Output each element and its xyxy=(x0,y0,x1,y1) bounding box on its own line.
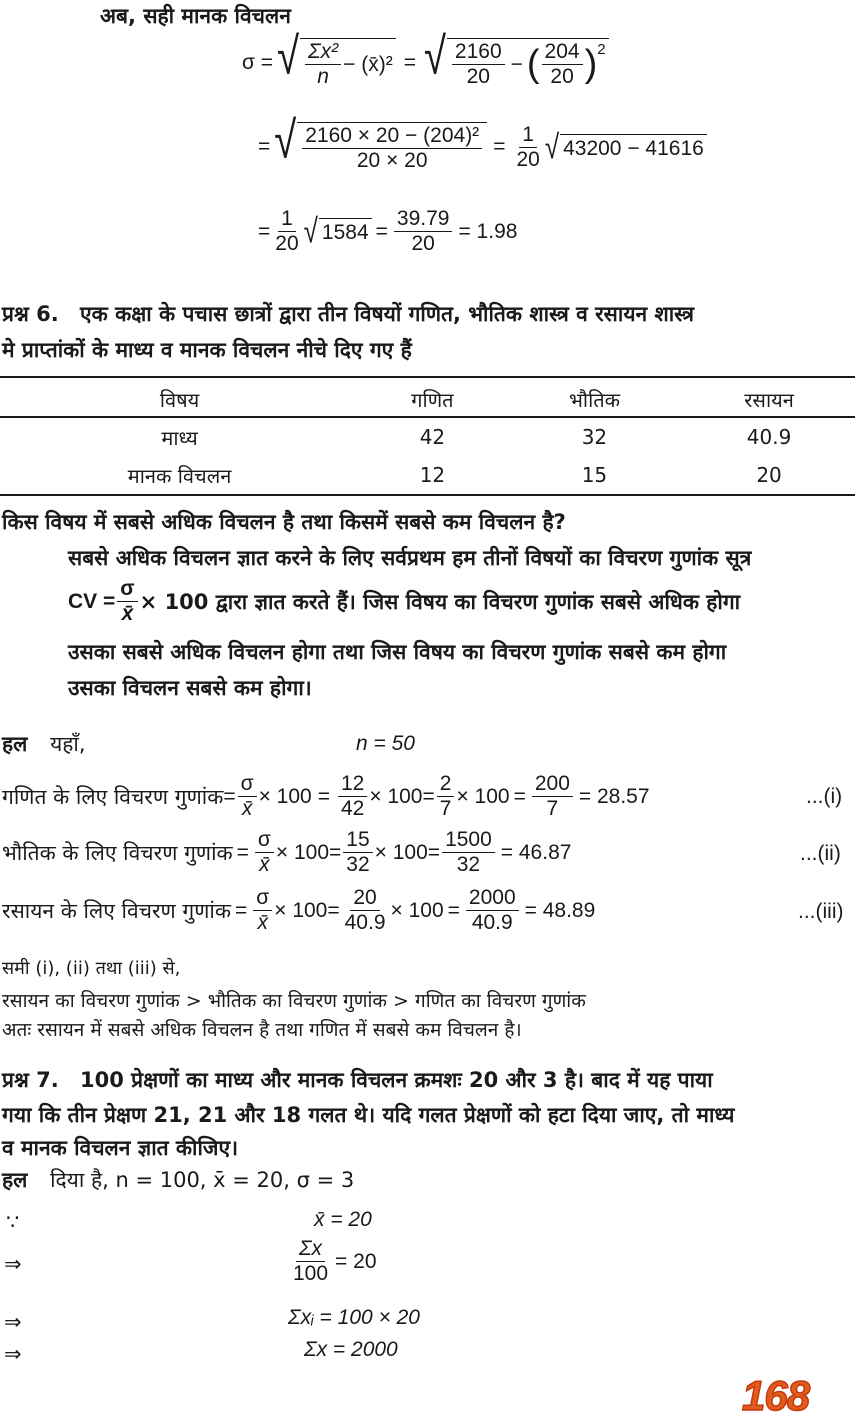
question-7-line-3: व मानक विचलन ज्ञात कीजिए। xyxy=(2,1136,239,1160)
cv-label: गणित के लिए विचरण गुणांक xyxy=(2,784,224,809)
cv-label: CV = xyxy=(68,589,116,613)
solution-7-header xyxy=(2,1166,354,1194)
frac-den: 32 xyxy=(346,853,370,877)
frac-den: 20 xyxy=(516,147,540,171)
sample-size: n = 50 xyxy=(356,732,415,755)
table-cell: 20 xyxy=(756,463,782,487)
times-100: × 100 xyxy=(390,898,444,922)
cv-result: = 48.89 xyxy=(524,898,596,922)
table-header-row xyxy=(0,380,855,418)
frac-num: σ xyxy=(238,773,257,797)
frac-den: 40.9 xyxy=(344,911,386,935)
equals: = xyxy=(327,898,340,922)
cv-chemistry-row xyxy=(2,887,595,934)
page-number: 168 xyxy=(742,1372,810,1419)
sqrt-3: √ $\frac{\text{2160 × 20 − (204)²}}{20 \times 20}$ xyxy=(274,122,487,172)
frac-den: 7 xyxy=(546,797,559,821)
times-100: × 100 xyxy=(374,840,428,864)
explanation-line-3: उसका सबसे अधिक विचलन होगा तथा जिस विषय का विचरण गुणांक सबसे कम होगा xyxy=(68,640,727,664)
conclusion-line-3: अतः रसायन में सबसे अधिक विचलन है तथा गणित में सबसे कम विचलन है। xyxy=(2,1019,522,1041)
minus: − xyxy=(510,52,523,76)
equals: = xyxy=(513,784,526,808)
frac-num: 15 xyxy=(343,829,372,853)
solution-6-header xyxy=(2,730,86,758)
table-header-cell: रसायन xyxy=(744,387,794,412)
table-cell: 32 xyxy=(581,425,608,449)
cv-label: भौतिक के लिए विचरण गुणांक xyxy=(2,840,233,865)
equals: = xyxy=(317,784,330,808)
step-2 xyxy=(288,1238,377,1285)
frac-num: 1500 xyxy=(442,829,495,853)
table-header-cell: विषय xyxy=(159,387,200,412)
times-100: × 100 xyxy=(456,784,510,808)
formula-sd-line-3 xyxy=(258,208,517,255)
explanation-line-2 xyxy=(68,578,740,625)
frac-num: Σx xyxy=(296,1238,325,1262)
step-1: x̄ = 20 xyxy=(314,1208,372,1231)
question-6-line-2: मे प्राप्तांकों के माध्य व मानक विचलन नीचे दिए गए हैं xyxy=(2,338,412,362)
times-100: × 100 xyxy=(274,898,328,922)
exponent: 2 xyxy=(597,41,606,58)
table-cell: 42 xyxy=(419,425,446,449)
table-cell: 15 xyxy=(581,463,608,487)
frac-num: 1 xyxy=(519,124,537,148)
frac-num: 12 xyxy=(338,773,367,797)
solution-label: हल xyxy=(2,1168,28,1192)
frac-num: σ xyxy=(253,887,272,911)
frac-num: 2 xyxy=(437,773,455,797)
frac-num: 1 xyxy=(278,208,296,232)
equals: = xyxy=(403,51,416,75)
times-100: × 100 xyxy=(275,840,330,864)
frac-num: 2160 × 20 − (204)² xyxy=(302,125,482,149)
intro-text: अब, सही मानक विचलन xyxy=(100,4,291,28)
formula-sd-line-1 xyxy=(242,27,609,89)
question-6-text: एक कक्षा के पचास छात्रों द्वारा तीन विषयों गणित, भौतिक शास्त्र व रसायन शास्त्र xyxy=(80,302,694,326)
frac-num: 2160 xyxy=(452,41,505,65)
explanation-line-4: उसका विचलन सबसे कम होगा। xyxy=(68,676,312,700)
implies-symbol: ⇒ xyxy=(4,1253,22,1276)
equals: = xyxy=(258,135,271,159)
cv-physics-row xyxy=(2,829,571,876)
cv-math-row xyxy=(2,773,650,820)
because-symbol: ∵ xyxy=(6,1211,20,1234)
solution-label: हल xyxy=(2,732,28,756)
question-7-line-2: गया कि तीन प्रेक्षण 21, 21 और 18 गलत थे। यदि गलत प्रेक्षणों को हटा दिया जाए, तो माध्य xyxy=(2,1103,735,1127)
frac-num: σ xyxy=(117,578,137,602)
equals: = xyxy=(422,784,435,808)
table-cell: माध्य xyxy=(161,425,198,450)
sqrt-1: √ $\frac{\text{Σx²}}{n}$ − (x̄)² xyxy=(277,38,396,88)
frac-den: 20 × 20 xyxy=(356,149,428,173)
frac-num: 204 xyxy=(542,41,583,65)
frac-den: 20 xyxy=(550,65,574,89)
conclusion-line-1: समी (i), (ii) तथा (iii) से, xyxy=(2,958,181,979)
question-7-label: प्रश्न 7. xyxy=(2,1068,59,1092)
question-7-line-1 xyxy=(2,1066,713,1094)
frac-den: 40.9 xyxy=(471,911,513,935)
frac-den: 20 xyxy=(275,232,299,256)
question-6-label: प्रश्न 6. xyxy=(2,302,59,326)
solution-here: यहाँ, xyxy=(50,732,86,756)
equals: = xyxy=(447,898,460,922)
formula-sd-line-2 xyxy=(258,111,707,173)
given-values: दिया है, n = 100, x̄ = 20, σ = 3 xyxy=(50,1168,355,1192)
radicand: 43200 − 41616 xyxy=(560,134,707,161)
frac-num: Σx² xyxy=(305,41,341,65)
equals: = xyxy=(427,840,441,864)
table-cell: मानक विचलन xyxy=(127,463,232,488)
frac-den: x̄ xyxy=(241,797,253,821)
step-3: Σxᵢ = 100 × 20 xyxy=(288,1306,420,1329)
formula-term: − (x̄)² xyxy=(343,52,393,76)
frac-num: 39.79 xyxy=(394,208,453,232)
cv-result: = 28.57 xyxy=(578,784,650,808)
table-row xyxy=(0,418,855,456)
cv-label: रसायन के लिए विचरण गुणांक xyxy=(2,898,231,923)
implies-symbol: ⇒ xyxy=(4,1343,22,1366)
question-6-ask: किस विषय में सबसे अधिक विचलन है तथा किसमें सबसे कम विचलन है? xyxy=(2,510,566,534)
question-7-text: 100 प्रेक्षणों का माध्य और मानक विचलन क्रमशः 20 और 3 है। बाद में यह पाया xyxy=(80,1068,713,1092)
frac-num: σ xyxy=(255,829,274,853)
question-6-line-1 xyxy=(2,300,694,328)
table-header-cell: गणित xyxy=(411,387,454,412)
table-header-rule xyxy=(0,416,855,418)
frac-num: 20 xyxy=(350,887,379,911)
frac-den: 32 xyxy=(456,853,481,877)
equals: = xyxy=(493,135,506,159)
ref-2: ...(ii) xyxy=(800,842,841,865)
equals: = xyxy=(234,898,248,922)
table-header-cell: भौतिक xyxy=(568,387,621,412)
implies-symbol: ⇒ xyxy=(4,1311,22,1334)
equals: = xyxy=(258,219,271,243)
times-100: × 100 xyxy=(369,784,423,808)
table-bottom-rule xyxy=(0,494,855,496)
conclusion-line-2: रसायन का विचरण गुणांक > भौतिक का विचरण गुणांक > गणित का विचरण गुणांक xyxy=(2,990,586,1012)
table-cell: 12 xyxy=(419,463,446,487)
table-cell: 40.9 xyxy=(746,425,792,449)
equals: = xyxy=(236,840,249,864)
frac-den: x̄ xyxy=(121,602,134,626)
formula-lhs: σ = xyxy=(242,51,274,75)
equals: = xyxy=(375,219,388,243)
subject-table xyxy=(0,380,855,494)
frac-num: 2000 xyxy=(466,887,519,911)
frac-num: 200 xyxy=(532,773,573,797)
frac-den: 100 xyxy=(293,1262,329,1286)
equals: = xyxy=(329,840,342,864)
frac-den: 20 xyxy=(466,65,490,89)
frac-den: n xyxy=(317,65,329,89)
explanation-text: × 100 द्वारा ज्ञात करते हैं। जिस विषय का विचरण गुणांक सबसे अधिक होगा xyxy=(139,589,741,614)
result: = 1.98 xyxy=(458,219,518,243)
explanation-line-1: सबसे अधिक विचलन ज्ञात करने के लिए सर्वप्रथम हम तीनों विषयों का विचरण गुणांक सूत्र xyxy=(68,546,752,570)
frac-den: 42 xyxy=(340,797,365,821)
sqrt-5: √ 1584 xyxy=(304,218,372,245)
radicand: 1584 xyxy=(319,218,372,245)
table-row xyxy=(0,456,855,494)
frac-den: 20 xyxy=(411,232,435,256)
table-top-rule xyxy=(0,376,855,378)
step-2-result: = 20 xyxy=(335,1249,377,1273)
step-4: Σx = 2000 xyxy=(304,1338,398,1361)
ref-3: ...(iii) xyxy=(798,900,844,923)
ref-1: ...(i) xyxy=(806,785,843,808)
frac-den: x̄ xyxy=(257,911,268,935)
times-100: × 100 xyxy=(258,784,312,808)
cv-result: = 46.87 xyxy=(500,840,572,864)
sqrt-2: √ $\frac{2160}{20}$ − ( $\frac{204}{20}$ ) $^2$ xyxy=(424,38,609,88)
frac-den: 7 xyxy=(439,797,452,821)
sqrt-4: √ 43200 − 41616 xyxy=(545,134,707,161)
equals: = xyxy=(223,784,236,808)
frac-den: x̄ xyxy=(259,853,270,877)
